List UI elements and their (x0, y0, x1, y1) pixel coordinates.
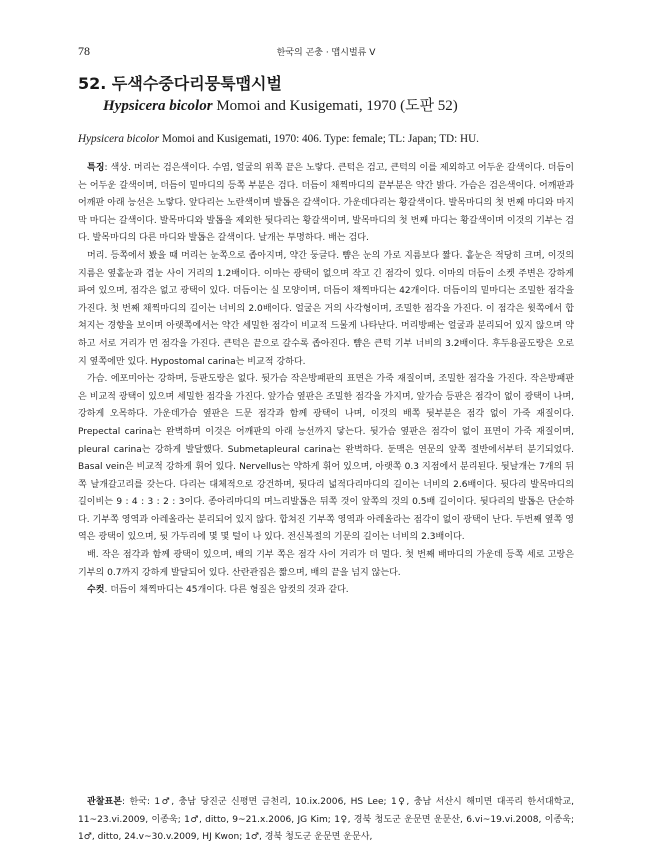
specimens-examined (78, 794, 574, 847)
section-label-male: 수컷 (87, 585, 105, 596)
scientific-title (103, 95, 598, 117)
paragraph-thorax (78, 371, 574, 547)
section-label-specimens: 관찰표본 (87, 797, 123, 807)
synonymy-name: Hypsicera bicolor (78, 133, 160, 145)
page-number: 78 (78, 44, 90, 58)
species-number: 52. (78, 74, 107, 93)
section-label-features: 특징 (87, 163, 105, 173)
paragraph-male (78, 582, 574, 600)
korean-title (78, 73, 598, 95)
plate-reference: (도판 52) (400, 98, 458, 114)
description-body (78, 160, 574, 600)
authority: Momoi and Kusigemati, 1970 (216, 98, 397, 114)
korean-species-name: 두색수중다리뭉툭맵시벌 (111, 74, 282, 93)
specimens-text: : 한국: 1♂, 충남 당진군 신평면 금천리, 10.ix.2006, HS Lee; 1♀, 충남 서산시 해미면 대곡리 한서대학교, 11~23.vi.2009, 이종욱; 1♂, ditto, 9~21.x.2006, JG Kim; 1♀, 경북 청도군 운문면 운문산, 6.vi~19.vi.2008, 이종욱; 1♂, ditto, 24.v~30.v.2009, HJ Kwon; 1♂, 경북 청도군 운문면 운문사, (78, 797, 574, 843)
head-text: 머리. 등쪽에서 봤을 때 머리는 눈쪽으로 좁아지며, 약간 둥글다. 뺨은 눈의 가로 지름보다 짧다. 홑눈은 적당히 크며, 이것의 지름은 옆홑눈과 겹눈 사이 거리의 1.2배이다. 이마는 광택이 없으며 작고 긴 점각이 있다. 이마의 더듬이 소켓 주변은 강하게 파여 있으며, 점각은 없고 광택이 있다. 더듬이는 실 모양이며, 더듬이 채찍마디는 42개이다. 더듬이의 밑마디는 조밀한 점각을 가진다. 첫 번째 채찍마디의 길이는 너비의 2.0배이다. 얼굴은 거의 사각형이며, 조밀한 점각을 가진다. 이 점각은 윗쪽에서 합쳐지는 경향을 보이며 아랫쪽에서는 약간 세밀한 점각이 비교적 드물게 나타난다. 머리방패는 얼굴과 분리되어 있지 않으며 약하고 서로 거리가 먼 점각을 가진다. 큰턱은 끝으로 갈수록 좁아진다. 뺨은 큰턱 기부 너비의 3.2배이다. 후두용골도랑은 오로지 옆쪽에만 있다. Hypostomal carina는 비교적 강하다. (78, 250, 574, 367)
thorax-text: 가슴. 에포미아는 강하며, 등판도랑은 없다. 뒷가슴 작은방패판의 표면은 가죽 재질이며, 조밀한 점각을 가진다. 작은방패판은 비교적 광택이 있으며 세밀한 점각을 가진다. 앞가슴 옆판은 조밀한 점각을 가지며, 앞가슴 등판은 점각이 없이 광택이 나며, 강하게 오목하다. 가운데가슴 옆판은 드문 점각과 함께 광택이 나며, 이것의 배쪽 뒷부분은 점각 없이 가죽 재질이다. Prepectal carina는 완벽하며 이것은 어깨판의 아래 능선까지 닿는다. 뒷가슴 옆판은 점각이 없이 표면이 가죽 재질이며, pleural carina는 강하게 발달했다. Submetapleural carina는 완벽하다. 둔맥은 연문의 앞쪽 절반에서부터 분기되었다. Basal vein은 비교적 강하게 휘어 있다. Nervellus는 약하게 휘어 있으며, 아랫쪽 0.3 지점에서 분리된다. 뒷날개는 7개의 뒤쪽 날개갈고리를 갖는다. 다리는 대체적으로 강건하며, 뒷다리 넓적다리마디의 길이는 너비의 2.6배이다. 뒷다리 발목마디의 길이비는 9 : 4 : 3 : 2 : 3이다. 종아리마디의 며느리발톱은 뒤쪽 것이 앞쪽의 것의 0.5배 길이이다. 뒷다리의 발톱은 단순하다. 기부쪽 영역과 아레올라는 분리되어 있지 않다. 합쳐진 기부쪽 영역과 아레올라는 점각이 없이 광택이 난다. 두번째 옆쪽 영역은 광택이 있으며, 뒷 가두리에 몇 몇 털이 나 있다. 전신복절의 기문의 길이는 너비의 2.3배이다. (78, 374, 574, 543)
paragraph-specimens (78, 794, 574, 847)
synonymy-citation: Momoi and Kusigemati, 1970: 406. Type: female; TL: Japan; TD: HU. (161, 133, 479, 145)
paragraph-abdomen (78, 547, 574, 582)
running-header: 한국의 곤충 · 맵시벌류 V (276, 48, 376, 58)
scientific-name: Hypsicera bicolor (103, 98, 213, 114)
male-text: . 더듬이 채찍마디는 45개이다. 다른 형질은 암컷의 것과 같다. (104, 585, 349, 596)
species-title (78, 73, 598, 117)
paragraph-features (78, 160, 574, 248)
features-text: : 색상. 머리는 검은색이다. 수염, 얼굴의 위쪽 끝은 노랗다. 큰턱은 검고, 큰턱의 이를 제외하고 어두운 갈색이다. 더듬이는 어두운 갈색이며, 더듬이 밑마디의 등쪽 부분은 검다. 더듬이 채찍마디의 끝부분은 약간 밝다. 가슴은 검은색이다. 어깨판과 어깨판 아래 능선은 노랗다. 앞다리는 노란색이며 발톱은 갈색이다. 가운데다리는 황갈색이다. 발목마디의 첫 번째 마디와 마지막 마디는 갈색이다. 발목마디와 발톱을 제외한 뒷다리는 황갈색이며, 발목마디의 첫 번째 마디는 황갈색이며 이것의 기부는 검다. 발목마디의 다른 마디와 발톱은 갈색이다. 날개는 투명하다. 배는 검다. (78, 163, 574, 244)
synonymy-line (78, 133, 479, 145)
paragraph-head (78, 248, 574, 371)
abdomen-text: 배. 작은 점각과 함께 광택이 있으며, 배의 기부 쪽은 점각 사이 거리가 더 멀다. 첫 번째 배마디의 가운데 등쪽 세로 고랑은 기부의 0.7까지 강하게 발달되어 있다. 산란관집은 짧으며, 배의 끝을 넘지 않는다. (78, 550, 574, 578)
